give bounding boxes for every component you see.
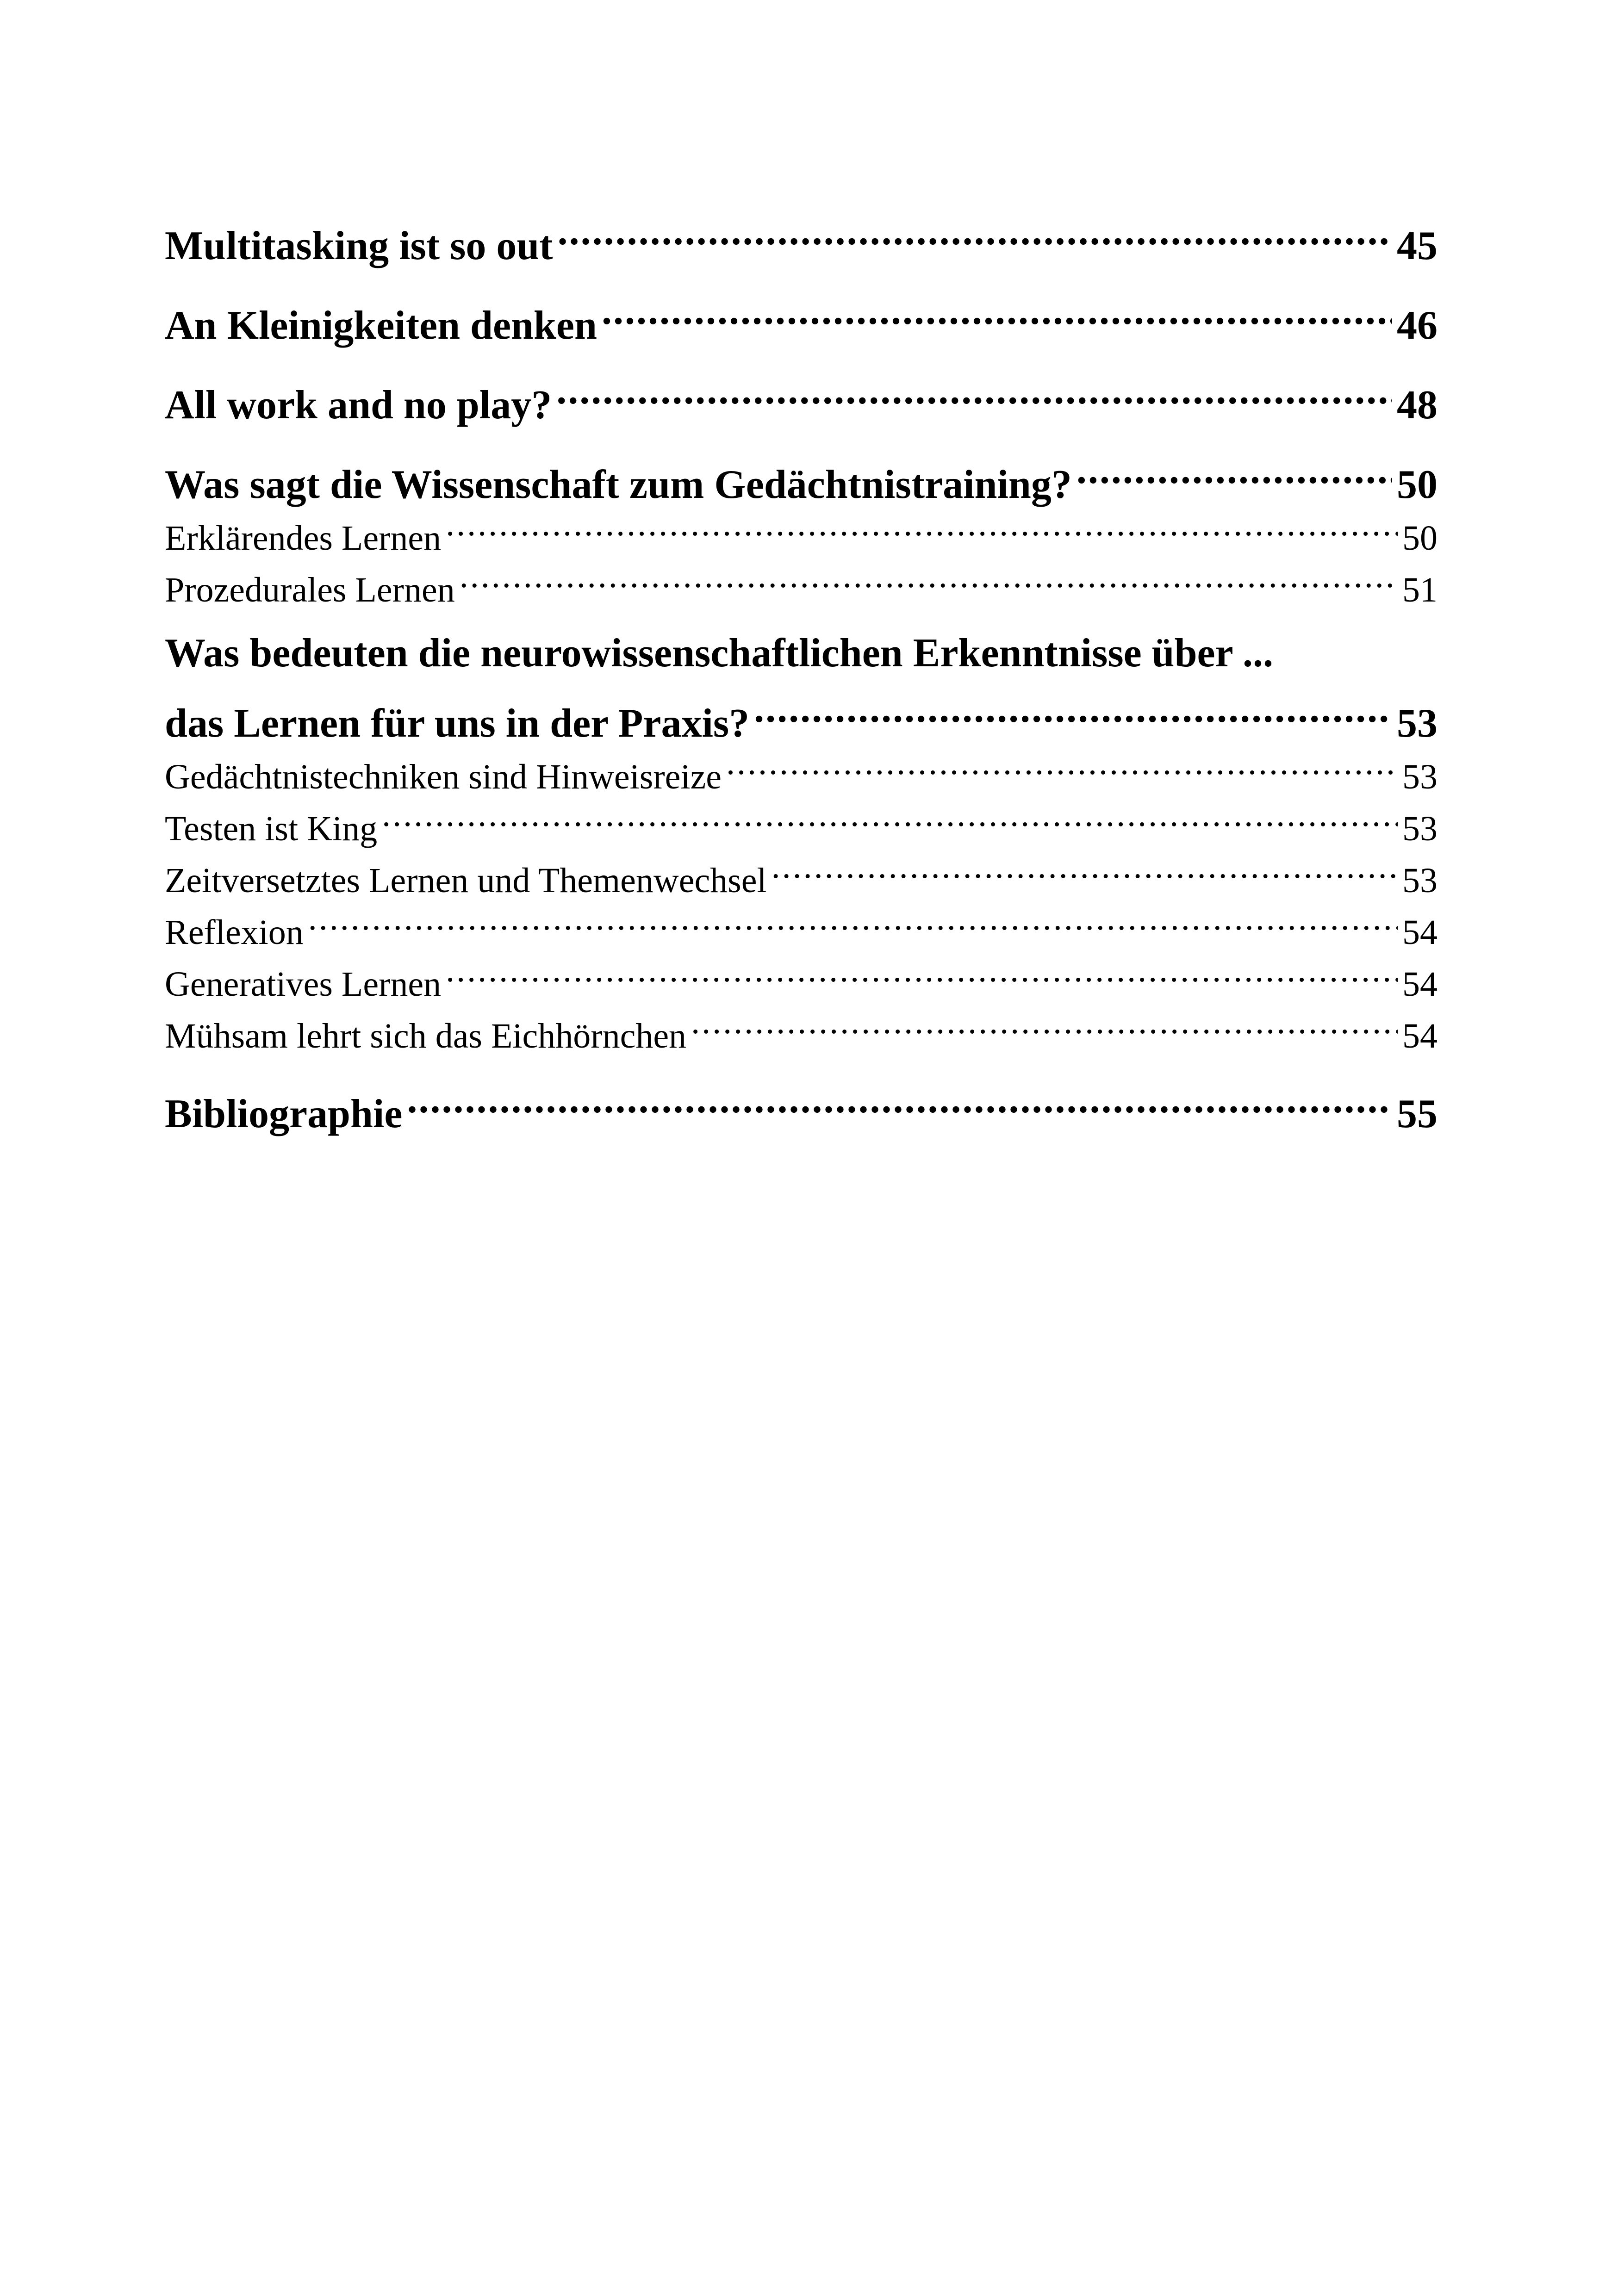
dot-leader [772, 840, 1398, 892]
toc-entry-wissenschaft[interactable] [165, 442, 1438, 507]
toc-entry-label: Bibliographie [165, 1092, 403, 1136]
toc-entry-neuro[interactable] [165, 681, 1438, 746]
toc-entry-label: Gedächtnistechniken sind Hinweisreize [165, 757, 722, 796]
toc-entry-label: Zeitversetztes Lernen und Themenwechsel [165, 861, 767, 900]
toc-entry-multitasking[interactable] [165, 204, 1438, 268]
toc-subentry-generatives[interactable] [165, 944, 1438, 1004]
dot-leader [602, 283, 1392, 339]
dot-leader [460, 550, 1398, 602]
dot-leader [726, 737, 1398, 788]
toc-entry-label: An Kleinigkeiten denken [165, 303, 597, 348]
dot-leader [556, 363, 1392, 418]
toc-entry-all-work[interactable] [165, 363, 1438, 428]
dot-leader [446, 944, 1398, 996]
toc-entry-label: Multitasking ist so out [165, 223, 553, 268]
toc-page-number: 45 [1397, 223, 1438, 268]
toc-page-number: 46 [1397, 303, 1438, 348]
dot-leader [446, 498, 1398, 550]
toc-subentry-reflexion[interactable] [165, 892, 1438, 952]
toc-page-number: 51 [1402, 571, 1438, 609]
toc-entry-label: All work and no play? [165, 383, 552, 428]
dot-leader [1077, 442, 1392, 498]
toc-entry-bibliographie[interactable] [165, 1072, 1438, 1136]
toc-entry-label: Erklärendes Lernen [165, 519, 442, 558]
dot-leader [407, 1072, 1392, 1127]
toc-page-number: 54 [1402, 913, 1438, 952]
toc-entry-label: Generatives Lernen [165, 965, 442, 1004]
toc-page-number: 54 [1402, 1017, 1438, 1055]
toc-entry-label: Mühsam lehrt sich das Eichhörnchen [165, 1017, 687, 1055]
toc-entry-label: Prozedurales Lernen [165, 571, 455, 609]
toc-page-number: 54 [1402, 965, 1438, 1004]
toc-entry-kleinigkeiten[interactable] [165, 283, 1438, 348]
toc-entry-label: Testen ist King [165, 809, 378, 848]
toc-entry-neuro-line1[interactable]: Was bedeuten die neurowissenschaftlichen Erkenntnisse über ... [165, 631, 1274, 676]
dot-leader [382, 788, 1398, 840]
dot-leader [558, 204, 1392, 259]
toc-page-number: 53 [1402, 861, 1438, 900]
toc-page-number: 53 [1402, 757, 1438, 796]
toc-page-number: 55 [1397, 1092, 1438, 1136]
toc-page-number: 50 [1402, 519, 1438, 558]
toc-page-number: 48 [1397, 383, 1438, 428]
toc-entry-label: Was sagt die Wissenschaft zum Gedächtnistraining? [165, 462, 1072, 507]
toc-entry-label: Reflexion [165, 913, 304, 952]
toc-entry-label: das Lernen für uns in der Praxis? [165, 701, 750, 746]
toc-page-number: 50 [1397, 462, 1438, 507]
toc-page-number: 53 [1397, 701, 1438, 746]
dot-leader [691, 996, 1398, 1048]
dot-leader [308, 892, 1398, 944]
table-of-contents [165, 204, 1438, 1136]
toc-page-number: 53 [1402, 809, 1438, 848]
dot-leader [754, 681, 1392, 737]
